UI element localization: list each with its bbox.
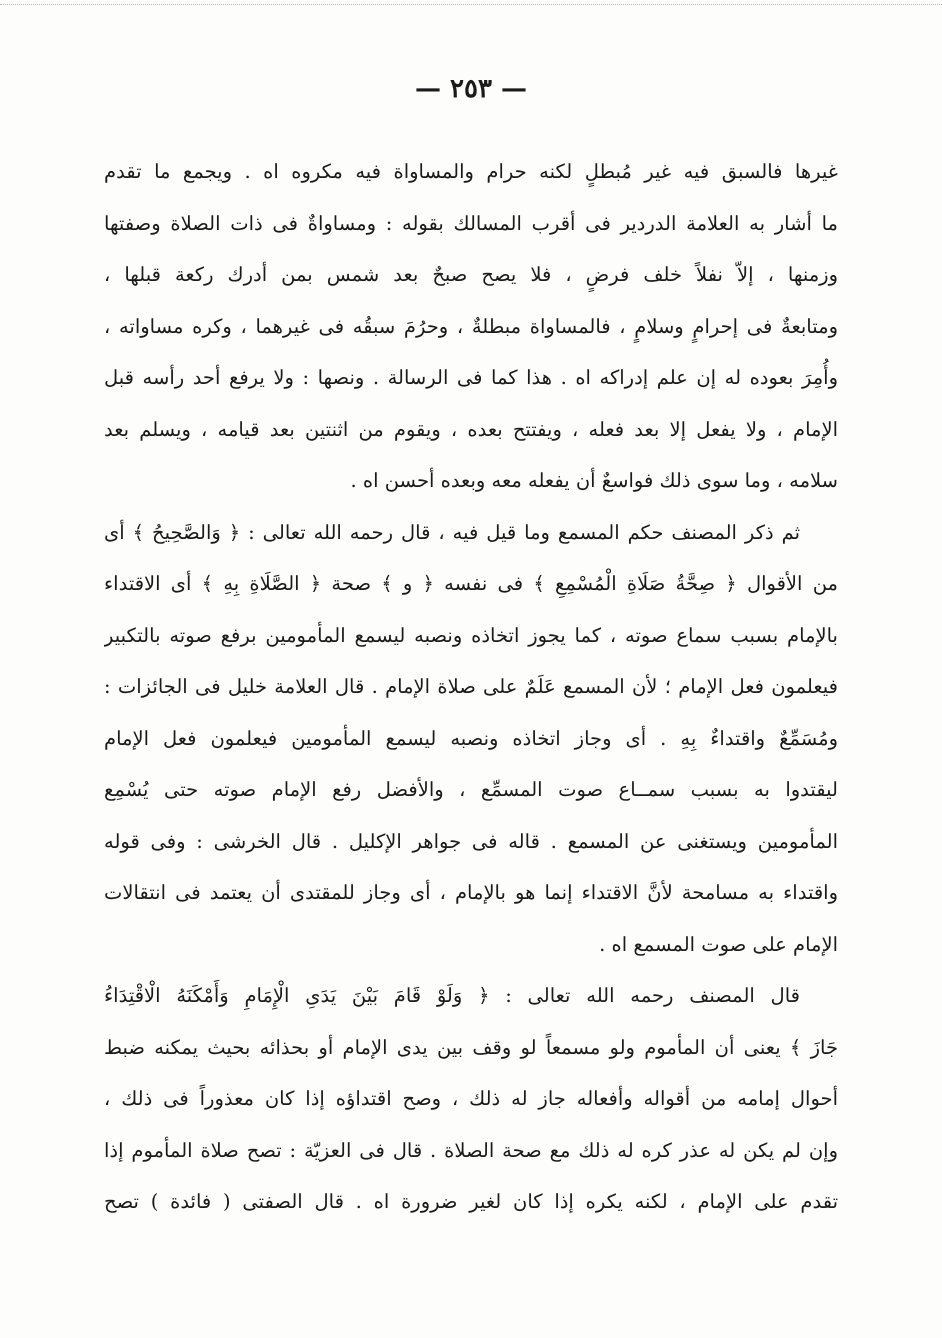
text-line: الإمام على صوت المسمع اه . [599,932,838,956]
page-number: — ٢٥٣ — [414,74,528,104]
text-line: المأمومين ويستغنى عن المسمع . قاله فى جواهر الإكليل . قال الخرشى : وفى قوله [104,829,838,853]
text-line: الإمام ، ولا يفعل إلا بعد فعله ، ويفتتح بعده ، ويقوم من اثنتين بعد قيامه ، ويسلم بعد [104,417,838,441]
page-top-edge [0,4,942,6]
text-line: وزمنها ، إلاّ نفلاً خلف فرضٍ ، فلا يصح صبحٌ بعد شمس بمن أدرك ركعة قبلها ، [104,263,838,286]
text-line: ما أشار به العلامة الدردير فى أقرب المسالك بقوله : ومساواةٌ فى ذات الصلاة وصفتها [104,211,838,235]
text-line: ومُسَمِّعٌ واقتداءٌ بِهِ . أى وجاز اتخاذه ونصبه ليسمع المأمومين فيعلمون فعل الإمام [104,726,838,750]
text-line: من الأقوال ﴿ صِحَّةُ صَلَاةِ الْمُسْمِعِ ﴾ فى نفسه ﴿ و ﴾ صحة ﴿ الصَّلَاةِ بِهِ ﴾ أى الاقتداء [104,572,838,595]
text-line: ثم ذكر المصنف حكم المسمع وما قيل فيه ، قال رحمه الله تعالى : ﴿ وَالصَّحِيحُ ﴾ أى [104,520,801,544]
text-line: فيعلمون فعل الإمام ؛ لأن المسمع عَلَمٌ على صلاة الإمام . قال العلامة خليل فى الجائزات : [104,675,838,698]
text-line: واقتداء به مسامحة لأنَّ الاقتداء إنما هو بالإمام ، أى وجاز للمقتدى أن يعتمد فى انتقالات [104,881,838,904]
text-line: بالإمام بسبب سماع صوته ، كما يجوز اتخاذه ونصبه ليسمع المأمومين برفع صوته بالتكبير [104,623,838,647]
text-line: جَازَ ﴾ يعنى أن المأموم ولو مسمعاً لو وقف بين يدى الإمام أو بحذائه بحيث يمكنه ضبط [104,1035,838,1059]
text-line: غيرها فالسبق فيه غير مُبطلٍ لكنه حرام والمساواة فيه مكروه اه . ويجمع ما تقدم [104,160,838,183]
text-line: وأُمِرَ بعوده له إن علم إدراكه اه . هذا كما فى الرسالة . ونصها : ولا يرفع أحد رأسه قبل [104,366,838,389]
text-line: سلامه ، وما سوى ذلك فواسعٌ أن يفعله معه وبعده أحسن اه . [350,469,838,492]
text-line: ومتابعةٌ فى إحرامٍ وسلامٍ ، فالمساواة مبطلةٌ ، وحرُمَ سبقُه فى غيرهما ، وكره مساواته ، [104,314,838,338]
text-line: أحوال إمامه من أقواله وأفعاله جاز له ذلك ، وصح اقتداؤه إذا كان معذوراً فى ذلك ، [104,1087,838,1110]
text-line: تقدم على الإمام ، لكنه يكره إذا كان لغير ضرورة اه . قال الصفتى ( فائدة ) تصح [104,1190,838,1213]
text-line: وإن لم يكن له عذر كره له ذلك مع صحة الصلاة . قال فى العزيّة : تصح صلاة المأموم إذا [104,1138,838,1162]
text-body [104,146,838,1228]
text-line: قال المصنف رحمه الله تعالى : ﴿ وَلَوْ قَامَ بَيْنَ يَدَىِ الْإِمَامِ وَأَمْكَنَهُ الْاقْتِدَاءُ [104,984,800,1007]
text-line: ليقتدوا به بسبب سمــاع صوت المسمِّع ، والأفضل رفع الإمام صوته حتى يُسْمِع [104,778,838,801]
